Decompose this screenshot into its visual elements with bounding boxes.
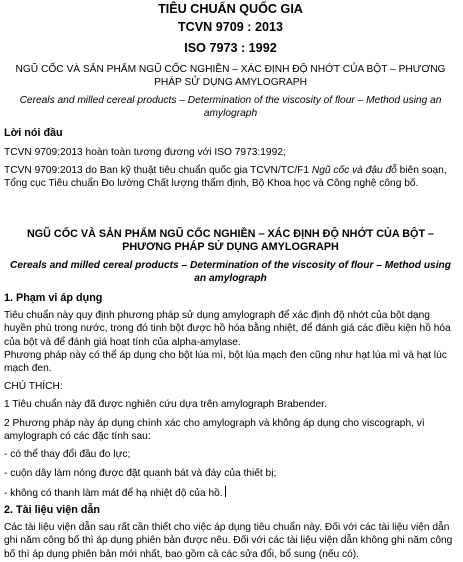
foreword-paragraph-2: TCVN 9709:2013 do Ban kỹ thuật tiêu chuẩn quốc gia TCVN/TC/F1 Ngũ cốc và đậu đỗ biên soạn, Tổng cục Tiêu chuẩn Đo lường Chất lượng thẩm định, Bộ Khoa học và Công nghệ công bố. [4,165,447,190]
standard-number-tcvn: TCVN 9709 : 2013 [177,20,283,34]
section-1-paragraph-1: Tiêu chuẩn này quy định phương pháp sử dụng amylograph để xác định độ nhớt của bột dạng huyền phù trong nước, trong đó tinh bột được hồ hóa bằng nhiệt, để đánh giá các điều kiện hồ hóa của bột và để đánh giá hoạt tính của alpha-amylase. [4,310,451,348]
body-title-vi: NGŨ CỐC VÀ SẢN PHẨM NGŨ CỐC NGHIỀN – XÁC ĐỊNH ĐỘ NHỚT CỦA BỘT – PHƯƠNG PHÁP SỬ DỤNG AMYLOGRAPH [26,228,435,254]
note-2-bullet-3: - không có thanh làm mát để hạ nhiệt độ của hồ. [4,486,457,500]
section-1-heading: 1. Phạm vi áp dụng [4,292,103,304]
body-title-en: Cereals and milled cereal products – Determination of the viscosity of flour – Method using an amylograph [10,260,451,285]
note-label: CHÚ THÍCH: [4,381,63,392]
standard-name-vi: NGŨ CỐC VÀ SẢN PHẨM NGŨ CỐC NGHIỀN – XÁC ĐỊNH ĐỘ NHỚT CỦA BỘT – PHƯƠNG PHÁP SỬ DỤNG AMYLOGRAPH [15,64,446,89]
standard-name-en: Cereals and milled cereal products – Determination of the viscosity of flour – Method using an amylograph [19,95,442,120]
note-2-bullet-1: - có thể thay đổi đầu đo lực; [4,449,131,460]
foreword-heading: Lời nói đầu [4,127,63,139]
foreword-committee-name: Ngũ cốc và đậu đỗ [311,165,397,176]
note-1: 1 Tiêu chuẩn này đã được nghiên cứu dựa trên amylograph Brabender. [4,399,327,410]
note-2-bullet-2: - cuộn dây làm nóng được đặt quanh bát và đáy của thiết bị; [4,468,277,479]
text-cursor [225,486,227,497]
section-2-paragraph-1: Các tài liệu viện dẫn sau rất cần thiết cho việc áp dụng tiêu chuẩn này. Đối với các tài liệu viện dẫn ghi năm công bố thì áp dụng phiên bản được nêu. Đối với các tài liệu viện dẫn không ghi năm công bố thì áp dụng phiên bản mới nhất, bao gồm cả các sửa đổi, bổ sung (nếu có). [4,522,453,560]
document-title: TIÊU CHUẨN QUỐC GIA [158,2,303,16]
section-1-paragraph-2: Phương pháp này có thể áp dụng cho bột lúa mì, bột lúa mạch đen cũng như hạt lúa mì và hạt lúc mạch đen. [4,350,447,375]
section-2-heading: 2. Tài liệu viện dẫn [4,504,101,516]
standard-number-iso: ISO 7973 : 1992 [184,41,277,55]
foreword-paragraph-1: TCVN 9709:2013 hoàn toàn tương đương với ISO 7973:1992; [4,147,286,158]
note-2: 2 Phương pháp này áp dụng chính xác cho amylograph và không áp dụng cho viscograph, vì amylograph có các đặc tính sau: [4,418,425,443]
